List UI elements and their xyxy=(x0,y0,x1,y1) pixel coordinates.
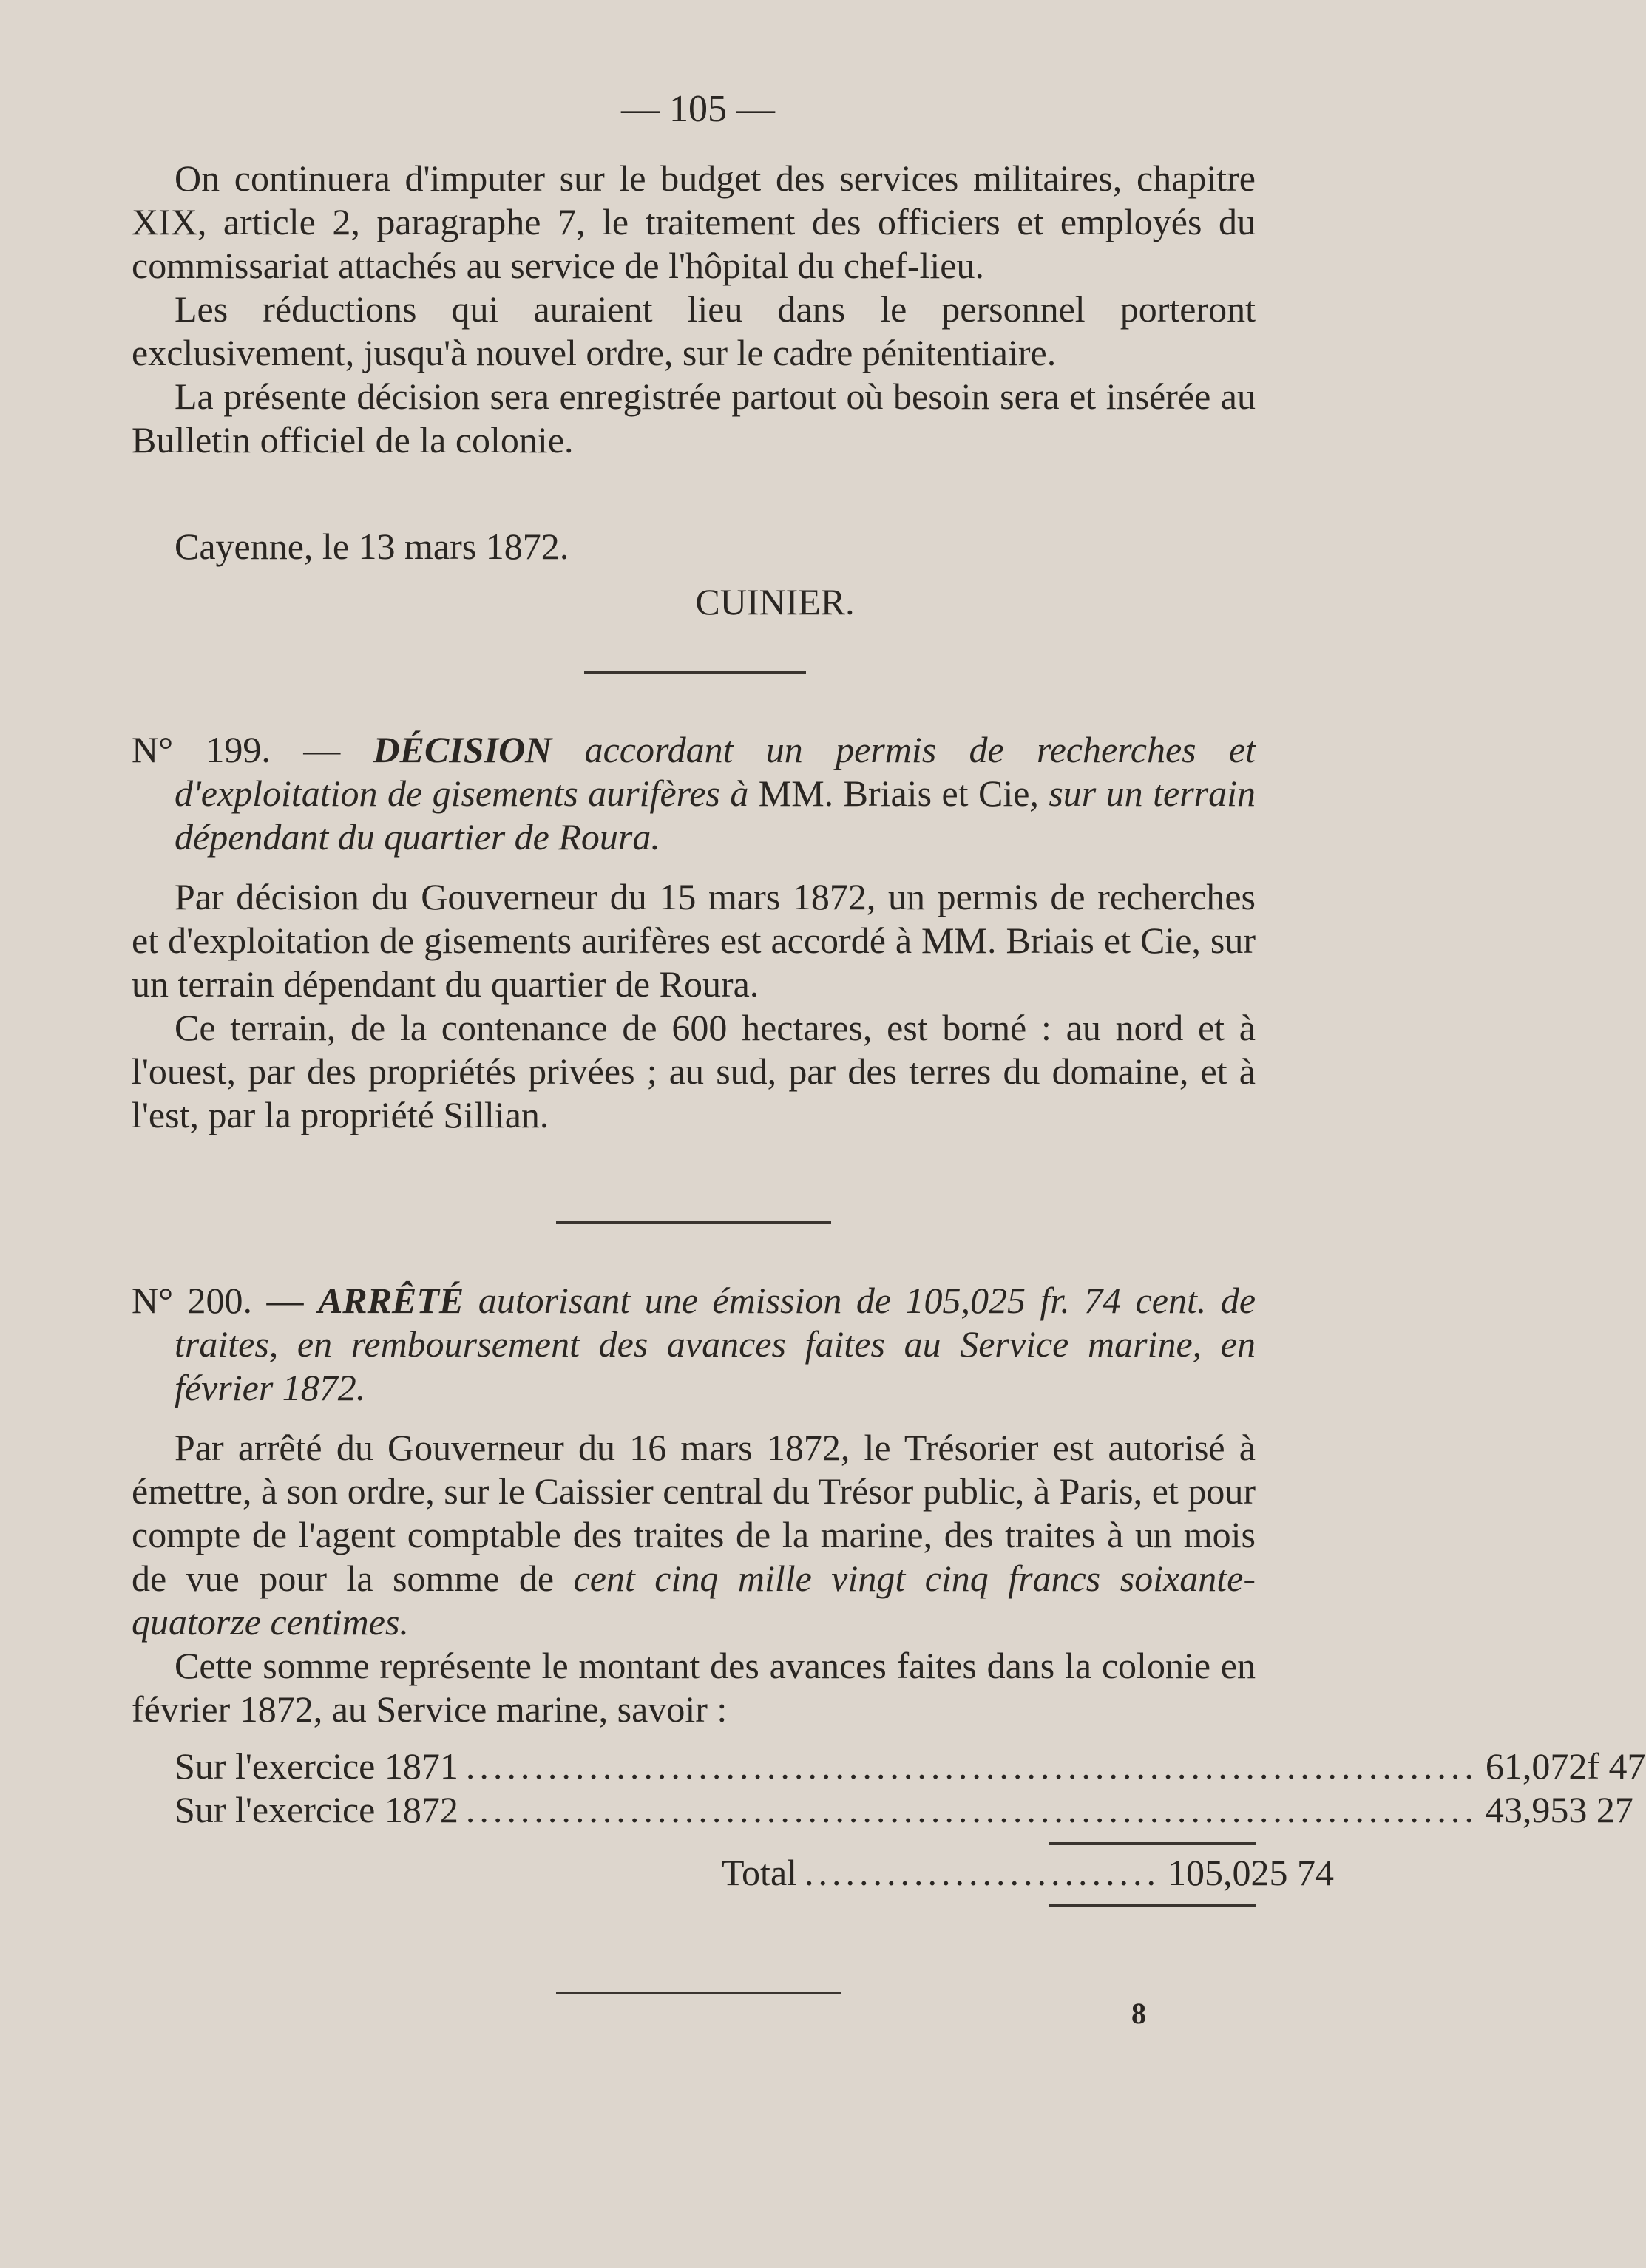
section-200-paragraph xyxy=(132,1426,1256,1644)
page-number: — 105 — xyxy=(621,88,775,130)
intro-paragraph: Les réductions qui auraient lieu dans le personnel porteront exclusivement, jusqu'à nouvel ordre, sur le cadre pénitentiaire. xyxy=(132,288,1256,373)
intro-paragraph: On continuera d'imputer sur le budget des services militaires, chapitre XIX, article 2, paragraphe 7, le traitement des officiers et employés du commissariat attachés au service de l'hôpital du chef-lieu. xyxy=(132,157,1256,286)
ledger xyxy=(132,1745,1646,1907)
section-subtitle-end: , sur un terrain dépendant du quartier de Roura. xyxy=(175,773,1256,858)
total-amount: 105,025 74 xyxy=(1168,1852,1335,1893)
leader-dots: .......................... xyxy=(805,1852,1161,1893)
sum-rule xyxy=(1049,1842,1256,1845)
section-199 xyxy=(132,728,1256,1137)
signature: CUINIER. xyxy=(695,581,855,622)
ledger-label: Sur l'exercice 1871 xyxy=(175,1745,458,1787)
ledger-amount: 61,072f 47 xyxy=(1485,1745,1646,1787)
leader-dots: .......................................................................... xyxy=(465,1745,1478,1787)
section-number: N° 199. — xyxy=(132,729,341,770)
section-subtitle: autorisant une émission de 105,025 fr. 74 cent. de traites, en remboursement des avances faites au Service marine, en février 1872. xyxy=(175,1280,1256,1408)
divider-rule xyxy=(556,1221,831,1224)
place-date: Cayenne, le 13 mars 1872. xyxy=(175,526,569,567)
section-200-paragraph: Cette somme représente le montant des avances faites dans la colonie en février 1872, au Service marine, savoir : xyxy=(132,1645,1256,1730)
section-200-heading xyxy=(132,1279,1256,1410)
total-rule xyxy=(1049,1904,1256,1907)
divider-rule xyxy=(556,1992,841,1994)
ledger-row xyxy=(175,1745,1646,1788)
section-subtitle: accordant un permis de recherches et d'exploitation de gisements aurifères à xyxy=(175,729,1256,814)
section-200 xyxy=(132,1279,1646,1907)
total-label: Total xyxy=(722,1852,798,1893)
section-199-heading xyxy=(132,728,1256,859)
ledger-amount: 43,953 27 xyxy=(1485,1789,1633,1830)
ledger-row xyxy=(175,1788,1633,1832)
signoff xyxy=(132,525,1256,624)
divider-rule xyxy=(584,671,806,674)
section-199-paragraph: Ce terrain, de la contenance de 600 hectares, est borné : au nord et à l'ouest, par des propriétés privées ; au sud, par des terres du domaine, et à l'est, par la propriété Sillian. xyxy=(132,1007,1256,1135)
company-name: MM. Briais et Cie xyxy=(758,773,1030,814)
leader-dots: .......................................................................... xyxy=(465,1789,1478,1830)
section-199-paragraph: Par décision du Gouverneur du 15 mars 1872, un permis de recherches et d'exploitation de gisements aurifères est accordé à MM. Briais et Cie, sur un terrain dépendant du quartier de Roura. xyxy=(132,876,1256,1005)
paragraph-text: Par arrêté du Gouverneur du 16 mars 1872, le Trésorier est autorisé à émettre, à son ordre, sur le Caissier central du Trésor public, à Paris, et pour compte de l'agent comptable des traites de la marine, des traites à un mois de vue pour la somme de xyxy=(132,1427,1256,1599)
section-number: N° 200. — xyxy=(132,1280,304,1321)
ledger-total xyxy=(175,1851,1335,1895)
intro-paragraph: La présente décision sera enregistrée partout où besoin sera et insérée au Bulletin officiel de la colonie. xyxy=(132,376,1256,461)
section-title: ARRÊTÉ xyxy=(317,1280,464,1321)
ledger-label: Sur l'exercice 1872 xyxy=(175,1789,458,1830)
intro-section xyxy=(132,157,1256,462)
section-title: DÉCISION xyxy=(373,729,552,770)
signature-mark: 8 xyxy=(1131,1997,1146,2030)
amount-in-words: cent cinq mille vingt cinq francs soixante-quatorze centimes. xyxy=(132,1558,1256,1643)
